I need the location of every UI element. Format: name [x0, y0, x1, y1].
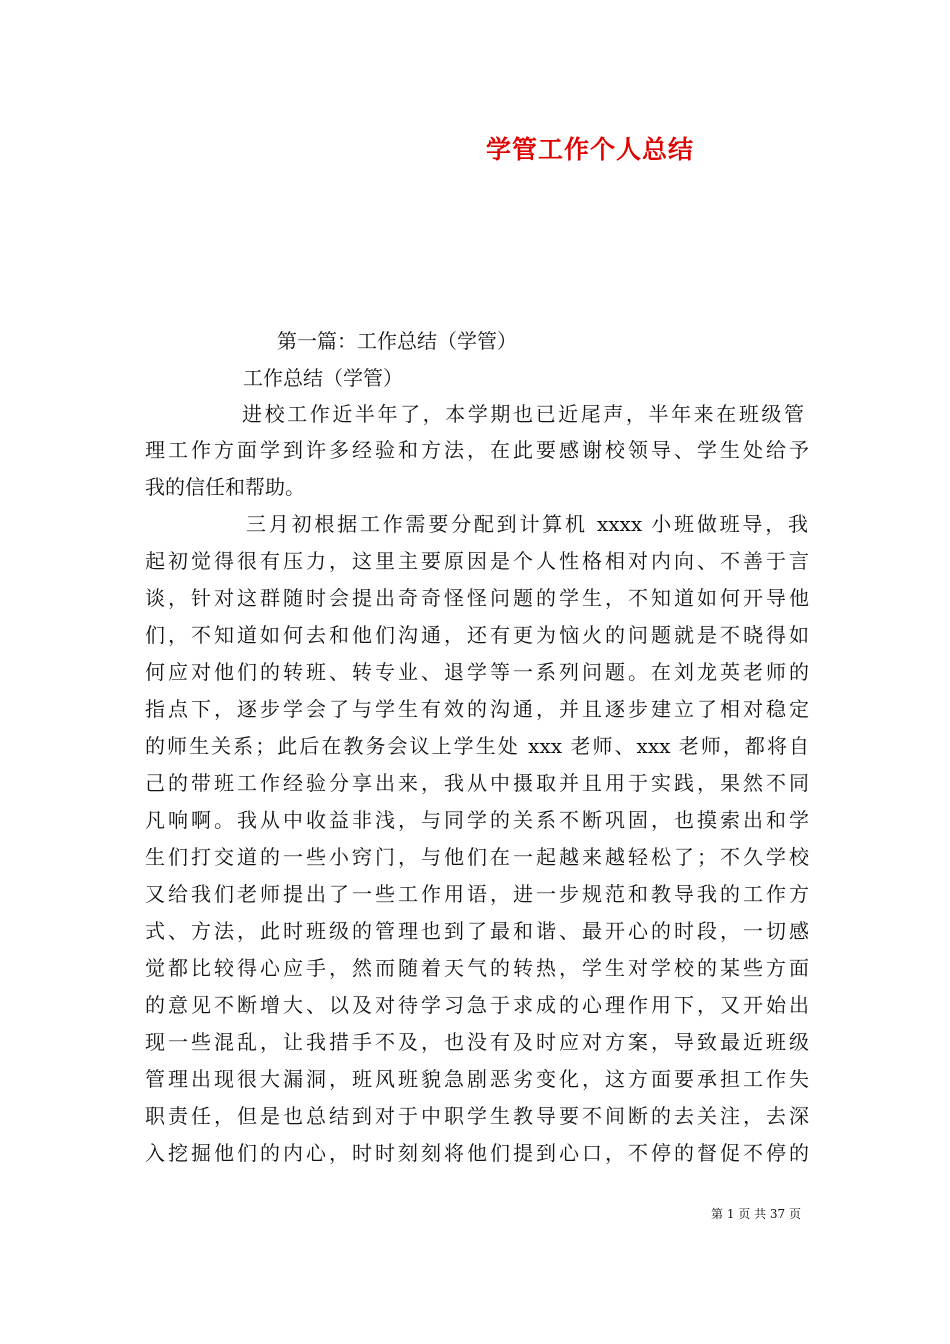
body-line: 谈，针对这群随时会提出奇奇怪怪问题的学生，不知道如何开导他	[145, 586, 809, 610]
body-line: 起初觉得很有压力，这里主要原因是个人性格相对内向、不善于言	[145, 549, 809, 573]
body-line: 我的信任和帮助。	[145, 475, 305, 499]
body-line: 入挖掘他们的内心，时时刻刻将他们提到心口，不停的督促不停的	[145, 1141, 809, 1165]
body-line: 现一些混乱，让我措手不及，也没有及时应对方案，导致最近班级	[145, 1030, 809, 1054]
sub-heading: 工作总结（学管）	[243, 366, 403, 390]
body-line: 指点下，逐步学会了与学生有效的沟通，并且逐步建立了相对稳定	[145, 697, 809, 721]
body-line: 觉都比较得心应手，然而随着天气的转热，学生对学校的某些方面	[145, 956, 809, 980]
body-line: 生们打交道的一些小窍门，与他们在一起越来越轻松了；不久学校	[145, 845, 809, 869]
body-line: 式、方法，此时班级的管理也到了最和谐、最开心的时段，一切感	[145, 919, 809, 943]
page-indicator: 第 1 页 共 37 页	[711, 1207, 801, 1221]
body-line: 的意见不断增大、以及对待学习急于求成的心理作用下，又开始出	[145, 993, 809, 1017]
body-line: 管理出现很大漏洞，班风班貌急剧恶劣变化，这方面要承担工作失	[145, 1067, 809, 1091]
body-line: 的师生关系；此后在教务会议上学生处 xxx 老师、xxx 老师，都将自	[145, 734, 809, 758]
section-heading: 第一篇：工作总结（学管）	[277, 329, 517, 353]
body-line: 职责任，但是也总结到对于中职学生教导要不间断的去关注，去深	[145, 1104, 809, 1128]
body-line: 进校工作近半年了，本学期也已近尾声，半年来在班级管	[242, 402, 804, 426]
body-line: 又给我们老师提出了一些工作用语，进一步规范和教导我的工作方	[145, 882, 809, 906]
body-line: 理工作方面学到许多经验和方法，在此要感谢校领导、学生处给予	[145, 438, 809, 462]
body-line: 们，不知道如何去和他们沟通，还有更为恼火的问题就是不晓得如	[145, 623, 809, 647]
body-line: 凡响啊。我从中收益非浅，与同学的关系不断巩固，也摸索出和学	[145, 808, 809, 832]
body-line: 何应对他们的转班、转专业、退学等一系列问题。在刘龙英老师的	[145, 660, 809, 684]
document-title: 学管工作个人总结	[486, 135, 695, 164]
body-line: 三月初根据工作需要分配到计算机 xxxx 小班做班导，我	[246, 512, 808, 536]
body-line: 己的带班工作经验分享出来，我从中摄取并且用于实践，果然不同	[145, 771, 809, 795]
